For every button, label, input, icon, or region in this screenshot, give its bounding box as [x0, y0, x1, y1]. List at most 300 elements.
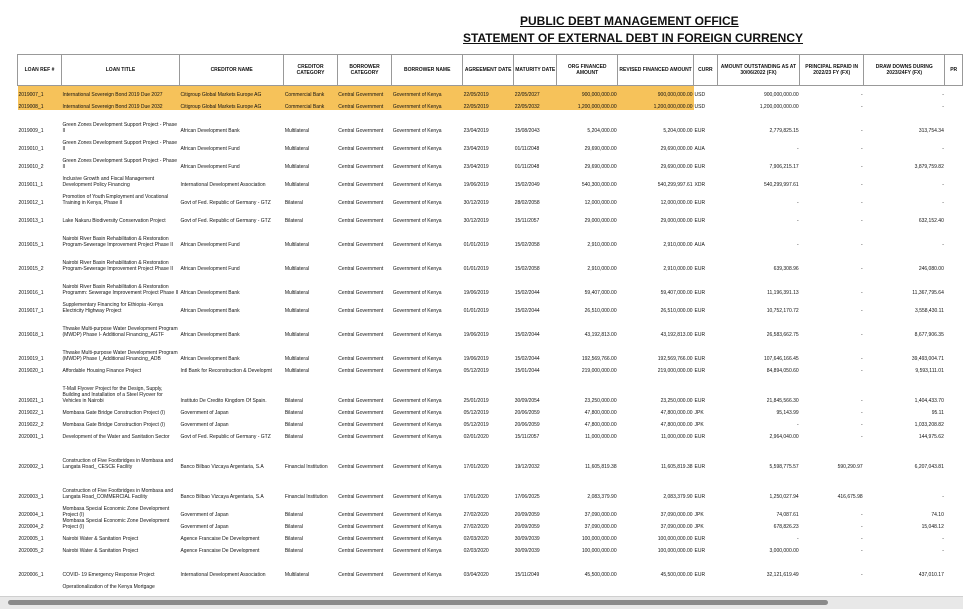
col-borrower-name[interactable]: BORROWER NAME [392, 55, 463, 86]
table-cell[interactable] [945, 518, 963, 530]
table-cell[interactable]: 2019013_1 [18, 218, 44, 224]
table-cell[interactable]: Bilateral [284, 410, 303, 416]
table-cell[interactable]: Nairobi River Basin Rehabilitation & Restoration Program-Sewerage Improvement Project Phase II [62, 260, 174, 272]
table-cell[interactable]: USD [694, 92, 706, 98]
table-cell[interactable]: 11,367,795.64 [912, 290, 944, 296]
table-row[interactable] [18, 542, 963, 554]
col-revised-financed[interactable]: REVISED FINANCED AMOUNT [618, 55, 694, 86]
table-cell[interactable]: 590,290.97 [837, 464, 863, 470]
table-cell[interactable]: 2020002_1 [18, 464, 44, 470]
table-row[interactable] [18, 338, 963, 362]
table-cell[interactable] [945, 428, 963, 440]
table-cell[interactable]: Central Government [338, 536, 384, 542]
table-cell[interactable]: Mombasa Gate Bridge Construction Project (I) [62, 410, 166, 416]
table-cell[interactable] [392, 578, 463, 590]
table-cell[interactable]: 23,250,000.00 [584, 398, 617, 404]
col-principal-repaid[interactable]: PRINCIPAL REPAID IN 2022/23 FY (FX) [800, 55, 864, 86]
table-cell[interactable]: 2019018_1 [18, 332, 44, 338]
table-cell[interactable]: 03/04/2020 [463, 572, 489, 578]
table-cell[interactable]: - [942, 200, 944, 206]
table-cell[interactable]: 26,583,662.75 [766, 332, 799, 338]
table-cell[interactable]: 05/12/2019 [463, 368, 489, 374]
table-cell[interactable]: 29,000,000.00 [584, 218, 617, 224]
table-cell[interactable]: 1,033,208.82 [914, 422, 944, 428]
table-cell[interactable]: EUR [694, 434, 706, 440]
table-cell[interactable]: 22/05/2019 [463, 86, 514, 99]
table-row[interactable] [18, 152, 963, 170]
table-cell[interactable]: Agence Francaise De Development [180, 536, 260, 542]
table-cell[interactable]: 100,000,000.00 [657, 548, 693, 554]
table-cell[interactable]: EUR [694, 548, 706, 554]
table-cell[interactable]: Government of Japan [180, 512, 229, 518]
table-cell[interactable]: 3,558,430.11 [915, 308, 944, 314]
table-cell[interactable]: African Development Bank [180, 332, 240, 338]
table-cell[interactable]: EUR [694, 464, 706, 470]
table-cell[interactable]: - [860, 422, 863, 428]
table-cell[interactable]: 7,906,215.17 [769, 164, 799, 170]
table-cell[interactable]: 246,080.00 [918, 266, 944, 272]
table-cell[interactable]: 19/06/2019 [463, 332, 489, 338]
table-cell[interactable]: Citigroup Global Markets Europe AG [179, 86, 283, 99]
table-cell[interactable]: 47,800,000.00 [660, 422, 693, 428]
table-cell[interactable]: JPK [694, 410, 704, 416]
table-cell[interactable]: 1,250,027.94 [769, 494, 799, 500]
table-cell[interactable]: 1,404,433.70 [914, 398, 944, 404]
table-cell[interactable]: Multilateral [284, 128, 309, 134]
table-cell[interactable]: - [860, 398, 863, 404]
table-cell[interactable] [945, 362, 963, 374]
table-cell[interactable]: 2019009_1 [18, 128, 44, 134]
table-cell[interactable]: EUR [694, 572, 706, 578]
table-row[interactable] [18, 500, 963, 518]
table-cell[interactable]: 2019011_1 [18, 182, 44, 188]
table-cell[interactable]: 2019008_1 [18, 98, 62, 110]
table-cell[interactable]: International Development Association [180, 572, 266, 578]
table-cell[interactable]: 95.11 [931, 410, 944, 416]
table-cell[interactable]: Government of Japan [180, 422, 229, 428]
table-cell[interactable]: Central Government [338, 200, 384, 206]
table-cell[interactable] [945, 440, 963, 470]
table-cell[interactable]: Central Government [338, 332, 384, 338]
table-cell[interactable]: EUR [694, 200, 706, 206]
table-cell[interactable]: 17/01/2020 [463, 464, 489, 470]
table-cell[interactable]: JPK [694, 524, 704, 530]
table-cell[interactable]: Multilateral [284, 572, 309, 578]
table-cell[interactable]: 2020005_1 [18, 536, 44, 542]
col-loan-title[interactable]: LOAN TITLE [61, 55, 179, 86]
table-cell[interactable]: 29,690,000.00 [660, 164, 693, 170]
table-cell[interactable] [514, 578, 557, 590]
table-cell[interactable]: 84,894,050.60 [766, 368, 799, 374]
table-cell[interactable] [945, 170, 963, 188]
table-cell[interactable]: African Development Bank [180, 308, 240, 314]
table-cell[interactable]: T-Mall Flyover Project for the Design, Supply, Building and Installation of a Steel Flyover for Vehicles in Nairobi [62, 386, 163, 404]
table-cell[interactable] [945, 560, 963, 578]
table-cell[interactable]: Government of Kenya [392, 218, 442, 224]
table-cell[interactable]: 2019020_1 [18, 368, 44, 374]
table-cell[interactable]: 95,143.99 [776, 410, 799, 416]
scrollbar-thumb[interactable] [8, 600, 828, 605]
table-cell[interactable]: Central Government [338, 464, 384, 470]
table-cell[interactable]: 20/09/2059 [514, 512, 540, 518]
table-cell[interactable]: Government of Kenya [392, 368, 442, 374]
table-cell[interactable]: Intl Bank for Reconstruction & Developmt [180, 368, 272, 374]
table-cell[interactable]: JPK [694, 512, 704, 518]
table-cell[interactable]: 9,593,111.01 [915, 368, 944, 374]
table-cell[interactable]: 19/06/2019 [463, 290, 489, 296]
table-cell[interactable]: - [860, 332, 863, 338]
table-cell[interactable]: Government of Kenya [392, 146, 442, 152]
table-cell[interactable]: 2,910,000.00 [587, 242, 617, 248]
table-cell[interactable]: Banco Bilbao Vizcaya Argentaria, S.A [180, 494, 264, 500]
table-cell[interactable]: Thwake Multi-purpose Water Development Program (MWDP) Phase I- Additional Financing_AGTF [62, 326, 178, 338]
table-row[interactable] [18, 206, 963, 224]
table-row[interactable] [18, 248, 963, 272]
table-cell[interactable]: EUR [694, 536, 706, 542]
table-cell[interactable]: 2019015_1 [18, 242, 44, 248]
table-cell[interactable]: Government of Kenya [392, 494, 442, 500]
table-cell[interactable]: Central Government [338, 368, 384, 374]
table-row[interactable] [18, 170, 963, 188]
table-cell[interactable]: 47,800,000.00 [660, 410, 693, 416]
table-cell[interactable]: Central Government [338, 356, 384, 362]
table-cell[interactable]: - [860, 128, 863, 134]
table-cell[interactable]: 74.10 [931, 512, 944, 518]
table-cell[interactable]: Multilateral [284, 368, 309, 374]
table-cell[interactable]: 12,000,000.00 [584, 200, 617, 206]
table-cell[interactable]: EUR [694, 332, 706, 338]
table-cell[interactable]: 15/02/2058 [514, 242, 540, 248]
table-cell[interactable]: EUR [694, 368, 706, 374]
table-row[interactable] [18, 404, 963, 416]
table-cell[interactable] [945, 338, 963, 362]
table-cell[interactable]: Promotion of Youth Employment and Vocational Training in Kenya, Phase II [62, 194, 169, 206]
table-cell[interactable]: 29,690,000.00 [660, 146, 693, 152]
table-cell[interactable]: - [860, 290, 863, 296]
table-cell[interactable]: - [797, 536, 799, 542]
table-row[interactable] [18, 272, 963, 296]
table-cell[interactable]: 20/06/2059 [514, 410, 540, 416]
table-cell[interactable]: Multilateral [284, 356, 309, 362]
table-cell[interactable]: Operationalization of the Kenya Mortgage [62, 584, 155, 590]
table-cell[interactable]: Financial Institution [284, 494, 328, 500]
table-cell[interactable]: Government of Kenya [392, 524, 442, 530]
table-cell[interactable]: Commercial Bank [284, 98, 337, 110]
table-cell[interactable]: Government of Japan [180, 410, 229, 416]
table-cell[interactable]: 30/12/2019 [463, 200, 489, 206]
table-cell[interactable]: 313,754.34 [918, 128, 944, 134]
table-cell[interactable]: 900,000,000.00 [557, 86, 618, 99]
table-cell[interactable]: EUR [694, 494, 706, 500]
table-cell[interactable] [18, 578, 62, 590]
table-cell[interactable]: - [797, 242, 799, 248]
table-cell[interactable]: - [942, 494, 944, 500]
table-cell[interactable]: 01/11/2048 [514, 146, 540, 152]
table-cell[interactable]: 25/01/2019 [463, 398, 489, 404]
table-cell[interactable] [945, 134, 963, 152]
table-cell[interactable]: 43,192,813.00 [584, 332, 617, 338]
table-cell[interactable]: Nairobi Water & Sanitation Project [62, 548, 139, 554]
table-cell[interactable] [945, 98, 963, 110]
table-cell[interactable]: 10,752,170.72 [766, 308, 799, 314]
table-cell[interactable]: 23/04/2019 [463, 128, 489, 134]
table-cell[interactable]: - [860, 410, 863, 416]
table-cell[interactable]: - [860, 164, 863, 170]
table-cell[interactable]: - [797, 422, 799, 428]
table-cell[interactable]: 01/11/2048 [514, 164, 540, 170]
col-pr[interactable]: PR [945, 55, 963, 86]
table-cell[interactable]: 2020001_1 [18, 434, 44, 440]
col-creditor-category[interactable]: CREDITOR CATEGORY [284, 55, 337, 86]
table-cell[interactable]: 74,087.61 [776, 512, 799, 518]
table-cell[interactable]: 192,569,766.00 [581, 356, 617, 362]
table-cell[interactable]: Citigroup Global Markets Europe AG [179, 98, 283, 110]
table-cell[interactable]: Central Government [338, 290, 384, 296]
table-cell[interactable]: Central Government [338, 512, 384, 518]
table-cell[interactable]: 5,598,775.57 [769, 464, 799, 470]
table-cell[interactable]: Bilateral [284, 512, 303, 518]
col-loan-ref[interactable]: LOAN REF # [18, 55, 62, 86]
table-cell[interactable]: 15/08/2043 [514, 128, 540, 134]
table-cell[interactable]: Central Government [338, 524, 384, 530]
table-cell[interactable]: Multilateral [284, 290, 309, 296]
table-cell[interactable]: - [860, 368, 863, 374]
table-cell[interactable]: 1,200,000,000.00 [759, 104, 799, 110]
table-cell[interactable]: 2019021_1 [18, 398, 44, 404]
table-cell[interactable]: 43,192,813.00 [660, 332, 693, 338]
table-cell[interactable]: 19/12/2032 [514, 464, 540, 470]
col-creditor-name[interactable]: CREDITOR NAME [179, 55, 283, 86]
table-cell[interactable]: - [942, 182, 944, 188]
col-agreement-date[interactable]: AGREEMENT DATE [463, 55, 514, 86]
table-cell[interactable]: Government of Japan [180, 524, 229, 530]
table-cell[interactable]: Central Government [338, 182, 384, 188]
table-row[interactable] [18, 374, 963, 404]
table-cell[interactable]: Nairobi River Basin Rehabilitation & Restoration Programm: Sewerage Improvement Project Phase II [62, 284, 179, 296]
table-cell[interactable]: 437,010.17 [918, 572, 944, 578]
table-cell[interactable]: 2,083,379.90 [587, 494, 617, 500]
table-cell[interactable]: 29,690,000.00 [584, 146, 617, 152]
table-row[interactable] [18, 518, 963, 530]
table-cell[interactable]: 15/11/2049 [514, 572, 540, 578]
table-cell[interactable]: - [942, 242, 944, 248]
table-cell[interactable]: 15/02/2044 [514, 356, 540, 362]
table-cell[interactable] [945, 530, 963, 542]
table-cell[interactable]: - [860, 242, 863, 248]
table-row[interactable] [18, 116, 963, 134]
table-cell[interactable]: Multilateral [284, 242, 309, 248]
table-cell[interactable]: 26,510,000.00 [660, 308, 693, 314]
table-cell[interactable]: Government of Kenya [392, 164, 442, 170]
table-cell[interactable]: Banco Bilbao Vizcaya Argentaria, S.A [180, 464, 264, 470]
table-cell[interactable]: Multilateral [284, 308, 309, 314]
table-cell[interactable]: JPK [694, 422, 704, 428]
table-cell[interactable]: Government of Kenya [392, 290, 442, 296]
table-cell[interactable]: 100,000,000.00 [581, 536, 617, 542]
table-cell[interactable]: 416,675.98 [837, 494, 863, 500]
table-cell[interactable]: Instituto De Credito Kingdom Of Spain. [180, 398, 267, 404]
table-cell[interactable]: 39,493,004.71 [911, 356, 944, 362]
table-cell[interactable]: Mombasa Gate Bridge Construction Project (I) [62, 422, 166, 428]
table-cell[interactable]: 15/11/2057 [514, 218, 540, 224]
table-cell[interactable]: 28/02/2058 [514, 200, 540, 206]
table-cell[interactable]: 2020004_2 [18, 524, 44, 530]
table-cell[interactable]: Government of Kenya [392, 536, 442, 542]
table-cell[interactable]: Green Zones Development Support Project - Phase II [62, 140, 177, 152]
table-cell[interactable]: Government of Kenya [392, 356, 442, 362]
table-row[interactable] [18, 296, 963, 314]
table-cell[interactable]: International Sovereign Bond 2019 Due 2032 [61, 98, 179, 110]
table-cell[interactable]: 12,000,000.00 [660, 200, 693, 206]
table-cell[interactable]: COVID- 19 Emergency Response Project [62, 572, 155, 578]
table-cell[interactable]: 23,250,000.00 [660, 398, 693, 404]
table-cell[interactable]: 15/02/2049 [514, 182, 540, 188]
table-cell[interactable]: - [797, 146, 799, 152]
table-cell[interactable]: Mombasa Special Economic Zone Development Project (I) [62, 518, 170, 530]
table-cell[interactable]: Government of Kenya [392, 434, 442, 440]
table-cell[interactable]: Bilateral [284, 398, 303, 404]
table-cell[interactable]: EUR [694, 308, 706, 314]
table-cell[interactable]: - [942, 146, 944, 152]
table-cell[interactable]: Bilateral [284, 548, 303, 554]
table-cell[interactable]: African Development Fund [180, 266, 240, 272]
table-row[interactable] [18, 428, 963, 440]
table-cell[interactable] [945, 542, 963, 554]
table-cell[interactable]: - [860, 92, 863, 98]
table-row[interactable] [18, 470, 963, 500]
table-cell[interactable]: - [860, 536, 863, 542]
table-cell[interactable]: - [942, 548, 944, 554]
table-cell[interactable]: Government of Kenya [392, 242, 442, 248]
table-row[interactable] [18, 224, 963, 248]
table-cell[interactable]: Affordable Housing Finance Project [62, 368, 142, 374]
table-cell[interactable]: Supplementary Financing for Ethiopia -Kenya Electricity Highway Project [62, 302, 164, 314]
table-cell[interactable]: 144,975.62 [918, 434, 944, 440]
table-cell[interactable] [945, 404, 963, 416]
table-cell[interactable]: 30/12/2019 [463, 218, 489, 224]
table-cell[interactable]: 01/01/2019 [463, 242, 489, 248]
table-cell[interactable]: 900,000,000.00 [763, 92, 799, 98]
table-cell[interactable]: Government of Kenya [392, 308, 442, 314]
table-cell[interactable]: EUR [694, 128, 706, 134]
table-cell[interactable]: Agence Francaise De Development [180, 548, 260, 554]
table-cell[interactable]: 5,204,000.00 [587, 128, 617, 134]
table-row[interactable] [18, 440, 963, 470]
table-cell[interactable]: EUR [694, 290, 706, 296]
table-cell[interactable]: Green Zones Development Support Project - Phase II [62, 158, 177, 170]
table-cell[interactable]: 192,569,766.00 [657, 356, 693, 362]
table-cell[interactable]: Bilateral [284, 218, 303, 224]
table-cell[interactable]: - [860, 266, 863, 272]
table-cell[interactable]: Multilateral [284, 182, 309, 188]
table-cell[interactable]: 2019019_1 [18, 356, 44, 362]
table-cell[interactable]: 27/02/2020 [463, 512, 489, 518]
table-cell[interactable]: 2019015_2 [18, 266, 44, 272]
table-cell[interactable]: 3,000,000.00 [769, 548, 799, 554]
table-cell[interactable]: - [860, 104, 863, 110]
table-cell[interactable]: 2020006_1 [18, 572, 44, 578]
table-cell[interactable]: 107,646,166.45 [763, 356, 799, 362]
table-cell[interactable]: 2020005_2 [18, 548, 44, 554]
table-cell[interactable] [945, 152, 963, 170]
table-cell[interactable]: 2020003_1 [18, 494, 44, 500]
table-cell[interactable]: Central Government [338, 410, 384, 416]
table-cell[interactable]: 100,000,000.00 [581, 548, 617, 554]
table-cell[interactable]: 22/05/2019 [463, 98, 514, 110]
table-cell[interactable]: African Development Fund [180, 242, 240, 248]
table-cell[interactable] [945, 578, 963, 590]
table-cell[interactable]: Government of Kenya [392, 266, 442, 272]
table-cell[interactable]: - [942, 536, 944, 542]
table-cell[interactable]: Government of Kenya [392, 572, 442, 578]
table-cell[interactable]: Government of Kenya [392, 86, 463, 99]
table-cell[interactable]: 2,779,825.15 [769, 128, 799, 134]
table-cell[interactable]: Central Government [338, 422, 384, 428]
table-cell[interactable]: 11,000,000.00 [660, 434, 693, 440]
table-cell[interactable]: 59,407,000.00 [660, 290, 693, 296]
table-cell[interactable]: Bilateral [284, 200, 303, 206]
table-cell[interactable]: EUR [694, 218, 706, 224]
table-cell[interactable]: - [942, 104, 944, 110]
table-cell[interactable]: 59,407,000.00 [584, 290, 617, 296]
table-cell[interactable]: International Development Association [180, 182, 266, 188]
table-cell[interactable]: 02/03/2020 [463, 536, 489, 542]
table-cell[interactable]: 540,299,997.61 [763, 182, 799, 188]
table-cell[interactable]: 1,200,000,000.00 [618, 98, 694, 110]
table-cell[interactable]: Multilateral [284, 164, 309, 170]
table-cell[interactable]: - [797, 218, 799, 224]
table-cell[interactable]: 2019017_1 [18, 308, 44, 314]
table-cell[interactable]: Central Government [338, 398, 384, 404]
table-cell[interactable]: 540,299,997.61 [657, 182, 693, 188]
table-cell[interactable]: - [860, 308, 863, 314]
table-cell[interactable]: 20/09/2059 [514, 524, 540, 530]
table-cell[interactable]: 15/02/2044 [514, 332, 540, 338]
table-cell[interactable]: 19/06/2019 [463, 356, 489, 362]
table-row[interactable] [18, 314, 963, 338]
table-cell[interactable]: Commercial Bank [284, 86, 337, 99]
table-cell[interactable]: 30/09/2054 [514, 398, 540, 404]
table-cell[interactable]: 2019010_1 [18, 146, 44, 152]
table-cell[interactable] [945, 224, 963, 248]
table-cell[interactable]: 47,800,000.00 [584, 422, 617, 428]
table-cell[interactable]: Central Government [338, 218, 384, 224]
table-cell[interactable]: Nairobi Water & Sanitation Project [62, 536, 139, 542]
table-cell[interactable]: AUA [694, 242, 705, 248]
table-cell[interactable]: Government of Kenya [392, 332, 442, 338]
table-cell[interactable] [945, 206, 963, 224]
table-cell[interactable]: Construction of Five Footbridges in Mombasa and Langata Road_COMMERCIAL Facility [62, 488, 174, 500]
table-cell[interactable] [717, 578, 800, 590]
table-cell[interactable]: Central Government [338, 146, 384, 152]
table-cell[interactable]: AUA [694, 146, 705, 152]
table-cell[interactable]: 22/05/2027 [514, 86, 557, 99]
table-cell[interactable]: 19/06/2019 [463, 182, 489, 188]
table-cell[interactable]: 23/04/2019 [463, 164, 489, 170]
table-cell[interactable]: 15/02/2044 [514, 308, 540, 314]
table-cell[interactable]: 2019012_1 [18, 200, 44, 206]
table-cell[interactable]: 45,500,000.00 [584, 572, 617, 578]
table-cell[interactable]: 2019016_1 [18, 290, 44, 296]
table-cell[interactable]: - [860, 146, 863, 152]
col-org-financed[interactable]: ORG FINANCED AMOUNT [557, 55, 618, 86]
col-draw-downs[interactable]: DRAW DOWNS DURING 2023/24FY (FX) [864, 55, 945, 86]
table-row[interactable] [18, 530, 963, 542]
table-cell[interactable]: Multilateral [284, 146, 309, 152]
table-cell[interactable]: Government of Kenya [392, 422, 442, 428]
table-cell[interactable]: Mombasa Special Economic Zone Development Project (I) [62, 506, 170, 518]
table-cell[interactable] [337, 578, 392, 590]
